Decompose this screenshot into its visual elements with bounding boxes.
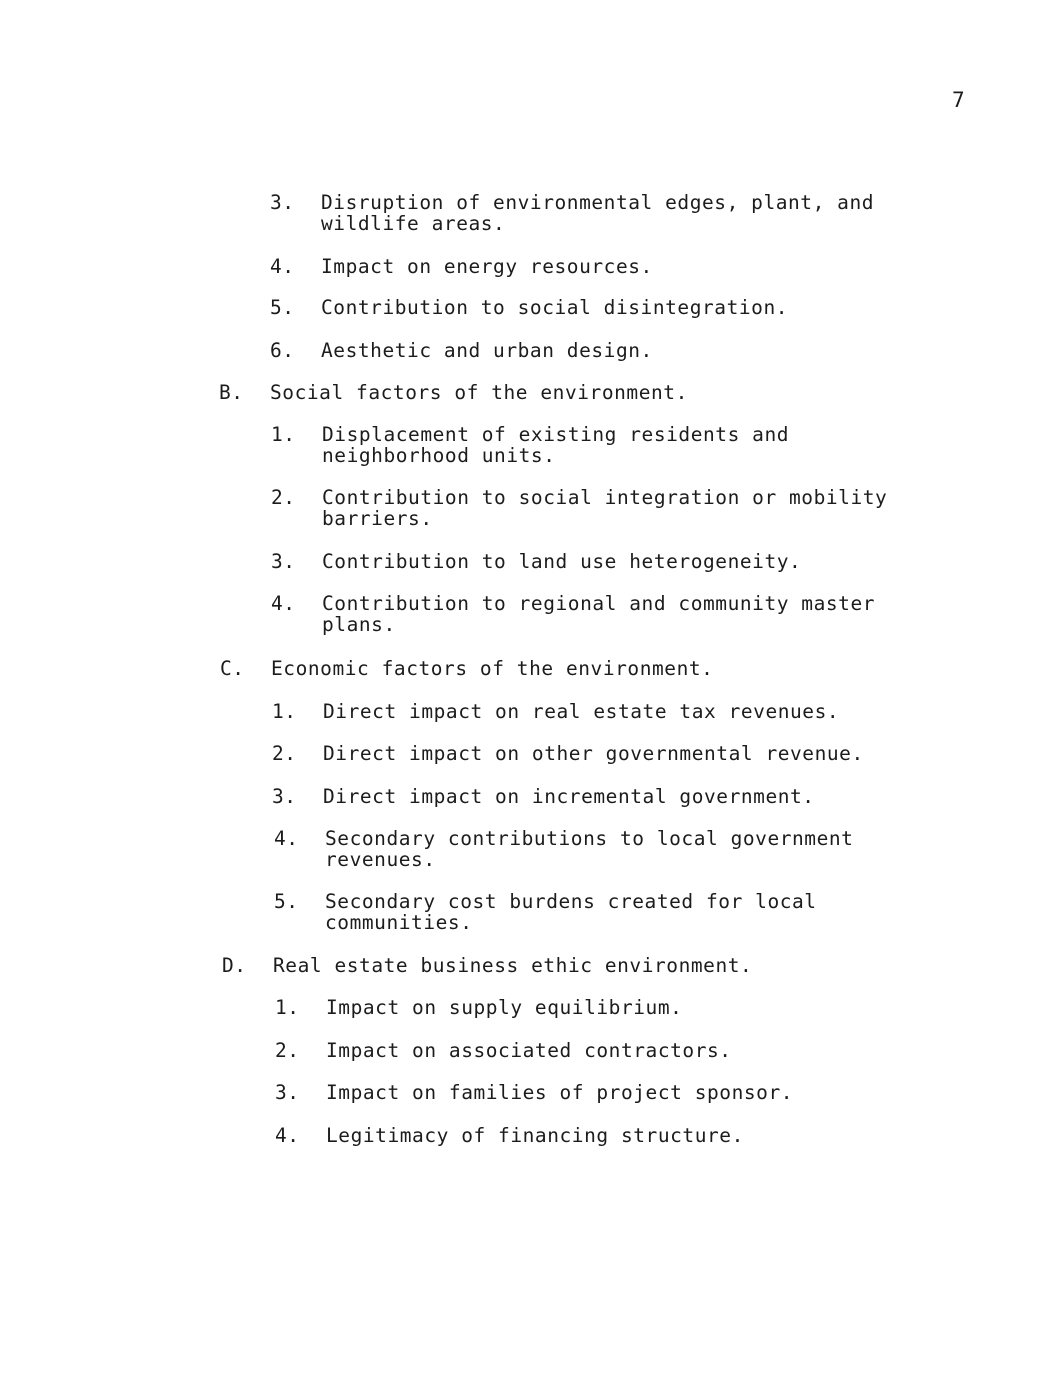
item-number: 2. bbox=[275, 1039, 300, 1062]
item-number: 3. bbox=[271, 550, 296, 573]
item-number: 1. bbox=[275, 996, 300, 1019]
item-number: 6. bbox=[270, 339, 295, 362]
item-text: Disruption of environmental edges, plant, and wildlife areas. bbox=[321, 191, 875, 235]
item-text: Impact on associated contractors. bbox=[326, 1039, 732, 1062]
item-text: Aesthetic and urban design. bbox=[321, 339, 653, 362]
item-text: Secondary contributions to local government revenues. bbox=[325, 827, 854, 871]
item-text: Direct impact on other governmental revenue. bbox=[323, 742, 864, 765]
section-letter: B. bbox=[219, 381, 244, 404]
item-text: Contribution to land use heterogeneity. bbox=[322, 550, 802, 573]
item-text: Legitimacy of financing structure. bbox=[326, 1124, 744, 1147]
item-number: 4. bbox=[274, 827, 299, 850]
item-number: 4. bbox=[270, 255, 295, 278]
item-number: 1. bbox=[271, 423, 296, 446]
section-title: Social factors of the environment. bbox=[270, 381, 688, 404]
item-number: 3. bbox=[272, 785, 297, 808]
section-title: Economic factors of the environment. bbox=[271, 657, 714, 680]
section-title: Real estate business ethic environment. bbox=[273, 954, 753, 977]
item-number: 2. bbox=[271, 486, 296, 509]
item-text: Contribution to social integration or mobility barriers. bbox=[322, 486, 888, 530]
item-number: 5. bbox=[270, 296, 295, 319]
item-text: Contribution to social disintegration. bbox=[321, 296, 789, 319]
item-text: Secondary cost burdens created for local communities. bbox=[325, 890, 817, 934]
item-text: Displacement of existing residents and neighborhood units. bbox=[322, 423, 790, 467]
item-text: Contribution to regional and community master plans. bbox=[322, 592, 876, 636]
item-text: Impact on families of project sponsor. bbox=[326, 1081, 794, 1104]
item-text: Impact on energy resources. bbox=[321, 255, 653, 278]
item-text: Direct impact on incremental government. bbox=[323, 785, 815, 808]
item-number: 1. bbox=[272, 700, 297, 723]
item-number: 4. bbox=[271, 592, 296, 615]
item-text: Direct impact on real estate tax revenues. bbox=[323, 700, 840, 723]
page-number: 7 bbox=[952, 88, 965, 112]
section-letter: D. bbox=[222, 954, 247, 977]
item-number: 3. bbox=[270, 191, 295, 214]
item-number: 4. bbox=[275, 1124, 300, 1147]
item-text: Impact on supply equilibrium. bbox=[326, 996, 683, 1019]
item-number: 2. bbox=[272, 742, 297, 765]
section-letter: C. bbox=[220, 657, 245, 680]
item-number: 5. bbox=[274, 890, 299, 913]
item-number: 3. bbox=[275, 1081, 300, 1104]
